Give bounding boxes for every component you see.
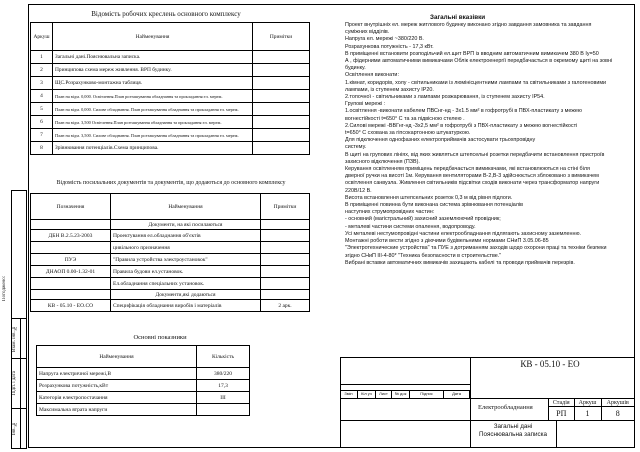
note-line: вогнестійкості t=650° С та за підвісною стелею . xyxy=(345,115,465,122)
stamp-column-label: № док xyxy=(392,391,410,398)
sheet-name: План на відм. 0,000. Освітлення.План розташування обладнання та прокладання ел. мереж. xyxy=(53,90,253,103)
doc-note xyxy=(261,242,310,254)
doc-title-2: Пояснювальна записка xyxy=(478,431,548,438)
note-line: А , фідерними автоматичними вимикачами Облік електроенергії передбачається в окремому щиті на зовні xyxy=(345,58,613,65)
doc-name: "Правила устройства электроустановок" xyxy=(111,254,261,266)
sheet-number: 6 xyxy=(31,116,53,129)
margin-box xyxy=(11,190,27,318)
sheet-value: 1 xyxy=(574,407,601,421)
note-line: 220В/12 В. xyxy=(345,187,372,194)
stamp-line xyxy=(470,357,471,448)
general-notes xyxy=(345,22,633,267)
note-line: Висота встановлення штепсельних розеток 0,3 м від рівня підлоги. xyxy=(345,194,513,201)
doc-name: Ел.обладнання спеціальних установок. xyxy=(111,278,261,290)
note-line: Керування освітленням приміщень передбачається вимикачами, які встановлюються на стіні біля xyxy=(345,166,590,173)
table-row xyxy=(31,278,310,290)
note-line: 1.кімнат, коридорів, холу - світильниками із люмінісцентними лампами та світильниками з галогеновими xyxy=(345,79,607,86)
note-line: Розрахункова потужність - 17,3 кВт. xyxy=(345,43,434,50)
header-notes: Примітки xyxy=(253,23,310,51)
stamp-line xyxy=(556,420,557,448)
note-line: згідно СНиП ІІІ-4-80* "Техника безопасности в строительстве." xyxy=(345,252,502,259)
indicators-table xyxy=(36,345,250,416)
table-row xyxy=(31,300,310,312)
sheet-note xyxy=(253,142,310,155)
table-row xyxy=(31,77,310,90)
notes-title: Загальні вказівки xyxy=(430,14,486,21)
sheet-number: 7 xyxy=(31,129,53,142)
note-line: Усі металеві нестумопровідні частини електрообладнання підлягають захисному заземленню. xyxy=(345,230,582,237)
note-line: освітлення санвузла. Живлення світильників підсвітки сходів виконати через трансформатор напруги xyxy=(345,180,600,187)
header-notes: Примітки xyxy=(261,194,310,220)
sheet-note xyxy=(253,64,310,77)
doc-designation xyxy=(31,242,111,254)
doc-name: Проектування ел.обладнання об'єктів xyxy=(111,230,261,242)
stamp-column-label: Підпис xyxy=(410,391,444,398)
indicator-name: Максимальна втрата напруги xyxy=(37,404,197,416)
table-row xyxy=(31,242,310,254)
sheet-note xyxy=(253,51,310,64)
table-row xyxy=(31,254,310,266)
table-row xyxy=(31,90,310,103)
stamp-columns xyxy=(340,391,470,398)
doc-note xyxy=(261,230,310,242)
note-line: Групові мережі : xyxy=(345,101,386,108)
table2-title: Відомість посилальних документів та документів, що додаються до основного комплексу xyxy=(56,180,286,186)
stamp-column-label: Кіл уч xyxy=(358,391,376,398)
table1-title: Відомість робочих креслень основного комплексу xyxy=(91,10,241,18)
section-title: Документи, на які посилаються xyxy=(111,220,261,230)
header-qty: Кількість xyxy=(197,346,250,368)
note-line: лампами, із ступенем захисту ІР20. xyxy=(345,86,434,93)
note-line: "Электротехнические устройства" та ПУЕ з дотриманням заходів щодо охорони праці та техніки безпеки xyxy=(345,245,607,252)
note-line: В приміщенні встановити розподільчий ел.щит ВРП із вводним автоматичним вимикачем 380 В Iу=50 xyxy=(345,50,599,57)
doc-note xyxy=(261,278,310,290)
margin-sign: Підп. і дата xyxy=(12,371,17,396)
table-row xyxy=(31,142,310,155)
table-row xyxy=(31,103,310,116)
doc-designation: ДНАОП 0.00-1.32-01 xyxy=(31,266,111,278)
references-table xyxy=(30,193,310,312)
note-line: В щиті на групових лініях, від яких живляться штепсельні розетки передбачити встановлення пристроїв xyxy=(345,151,605,158)
sheet-name: Принципова схема мереж живлення. ВРП будинку. xyxy=(53,64,253,77)
doc-designation: ПУЭ xyxy=(31,254,111,266)
sheet-number: 1 xyxy=(31,51,53,64)
sheets-value: 8 xyxy=(601,407,634,421)
sheet-name: План на відм. 3,500. Силове обладнання. План розташування обладнання та прокладання ел. мереж. xyxy=(53,129,253,142)
note-line: - основний (магістральний) захисний заземлюючий провідник; xyxy=(345,216,501,223)
indicator-name: Напруга електричної мережі,В xyxy=(37,368,197,380)
note-line: будинку. xyxy=(345,65,366,72)
sheets-header: Аркушів xyxy=(601,399,634,407)
sheet-number: 2 xyxy=(31,64,53,77)
sheet-note xyxy=(253,90,310,103)
sheet-name: Зрівнювання потенціалів.Схема принципова. xyxy=(53,142,253,155)
note-line: t=650° С схована за гіпсокартонною штукатуркою. xyxy=(345,130,471,137)
indicator-value: 17,3 xyxy=(197,380,250,392)
stage-table xyxy=(548,398,635,421)
sheet-header: Аркуш xyxy=(574,399,601,407)
note-line: В приміщенні повинна бути виконана система зрівнювання потенціалів xyxy=(345,202,523,209)
sheet-note xyxy=(253,129,310,142)
doc-designation xyxy=(31,278,111,290)
sheet-name: Загальні дані.Пояснювальна записка. xyxy=(53,51,253,64)
stamp-column-label: Дата xyxy=(444,391,470,398)
sheet-note xyxy=(253,116,310,129)
table-row xyxy=(37,368,250,380)
project-name: Електрообладнання xyxy=(478,404,533,411)
doc-name: Правила будови ел.установок. xyxy=(111,266,261,278)
table3-title: Основні показники xyxy=(133,334,187,341)
table-row xyxy=(31,64,310,77)
sheet-name: План на відм. 3,500 Освітлення.План розташування обладнання та прокладання ел. мереж. xyxy=(53,116,253,129)
note-line: 2.Силові мережі -ВВГнг-нд -3х2,5 мм² в гофротрубі з ПВХ-пластикату з межею вогнестійкості xyxy=(345,122,578,129)
indicator-value: 380/220 xyxy=(197,368,250,380)
sheet-note xyxy=(253,103,310,116)
header-designation: Позначення xyxy=(31,194,111,220)
note-line: 1.освітлення -виконати кабелем ПВСнг-нд - 3х1.5 мм² в гофротрубі в ПВХ-пластикату з межею xyxy=(345,108,582,115)
indicator-value: ІІІ xyxy=(197,392,250,404)
note-line: наступних струмопровідних частин: xyxy=(345,209,435,216)
table-row xyxy=(37,392,250,404)
note-line: Освітлення виконати: xyxy=(345,72,399,79)
table-row xyxy=(31,129,310,142)
doc-name: Специфікація обладнання виробів і матеріалів xyxy=(111,300,261,312)
indicator-name: Категорія електропостачання xyxy=(37,392,197,404)
stamp-column-label: Змін xyxy=(340,391,358,398)
drawings-table xyxy=(30,22,310,155)
indicator-name: Розрахункова потужність,кВт xyxy=(37,380,197,392)
note-line: Для підключення однофазних електроприймачів застосувати трьохпровідну xyxy=(345,137,536,144)
sheet-number: 5 xyxy=(31,103,53,116)
sheet-number: 3 xyxy=(31,77,53,90)
document-code: КВ - 05.10 - ЕО xyxy=(520,359,580,369)
header-sheet: Аркуш xyxy=(31,23,53,51)
note-line: Проект внутрішніх ел. мереж житлового будинку виконано згідно завдання замовника та завдання xyxy=(345,22,592,28)
section-row xyxy=(31,290,310,300)
doc-note xyxy=(261,266,310,278)
agreed-label: Погоджено: xyxy=(2,275,7,301)
margin-inv: Інв. № xyxy=(12,421,17,436)
section-title: Документи,які додаються xyxy=(111,290,261,300)
indicator-value xyxy=(197,404,250,416)
table-row xyxy=(37,404,250,416)
note-line: захисного відключення (ПЗВ). xyxy=(345,158,420,165)
note-line: Монтажні роботи вести згідно з діючими будівельними нормами СНиП 3.05.06-85 xyxy=(345,238,549,245)
margin-table xyxy=(11,318,27,449)
sheet-name: План на відм. 0,000. Силове обладнання. План розташування обладнання та прокладання ел. мереж. xyxy=(53,103,253,116)
stage-value: РП xyxy=(549,407,575,421)
table-row xyxy=(31,116,310,129)
note-line: 2.топочної - світильниками з лампами розжарювання, із ступенем захисту ІР54. xyxy=(345,94,545,101)
note-line: суміжних відділів. xyxy=(345,29,390,36)
stamp-line xyxy=(340,384,470,385)
note-line: Напруга ел. мережі ~380/220 В. xyxy=(345,36,424,43)
header-name: Найменування xyxy=(37,346,197,368)
header-name: Найменування xyxy=(53,23,253,51)
table-row xyxy=(31,51,310,64)
note-line: дверної ручки на висоті 1м. Керування вентиляторами В-2,В-3 здійснюється зблоковано з вимикачем xyxy=(345,173,599,180)
doc-title-1: Загальні дані xyxy=(493,423,533,430)
table-row xyxy=(31,230,310,242)
stage-header: Стадія xyxy=(549,399,575,407)
note-line: - металеві частини системи опалення, водопроводу. xyxy=(345,223,476,230)
note-line: Вибрані вставки автоматичних вимикачів захищають кабелі та проводи приймачів перезрів. xyxy=(345,259,575,266)
doc-note: 2 арк. xyxy=(261,300,310,312)
note-line: систему. xyxy=(345,144,367,151)
doc-note xyxy=(261,254,310,266)
sheet-number: 8 xyxy=(31,142,53,155)
section-row xyxy=(31,220,310,230)
sheet-note xyxy=(253,77,310,90)
doc-designation: КВ - 05.10 - ЕО.СО xyxy=(31,300,111,312)
margin-inv2: Взам. інв. № xyxy=(12,324,17,353)
doc-name: цивільного призначення xyxy=(111,242,261,254)
sheet-name: ЩС.Розрахунково-монтажна таблиця. xyxy=(53,77,253,90)
table-row xyxy=(37,380,250,392)
table-row xyxy=(31,266,310,278)
sheet-number: 4 xyxy=(31,90,53,103)
doc-designation: ДБН В.2.5.23-2003 xyxy=(31,230,111,242)
stamp-column-label: Лист xyxy=(376,391,392,398)
header-name: Найменування xyxy=(111,194,261,220)
